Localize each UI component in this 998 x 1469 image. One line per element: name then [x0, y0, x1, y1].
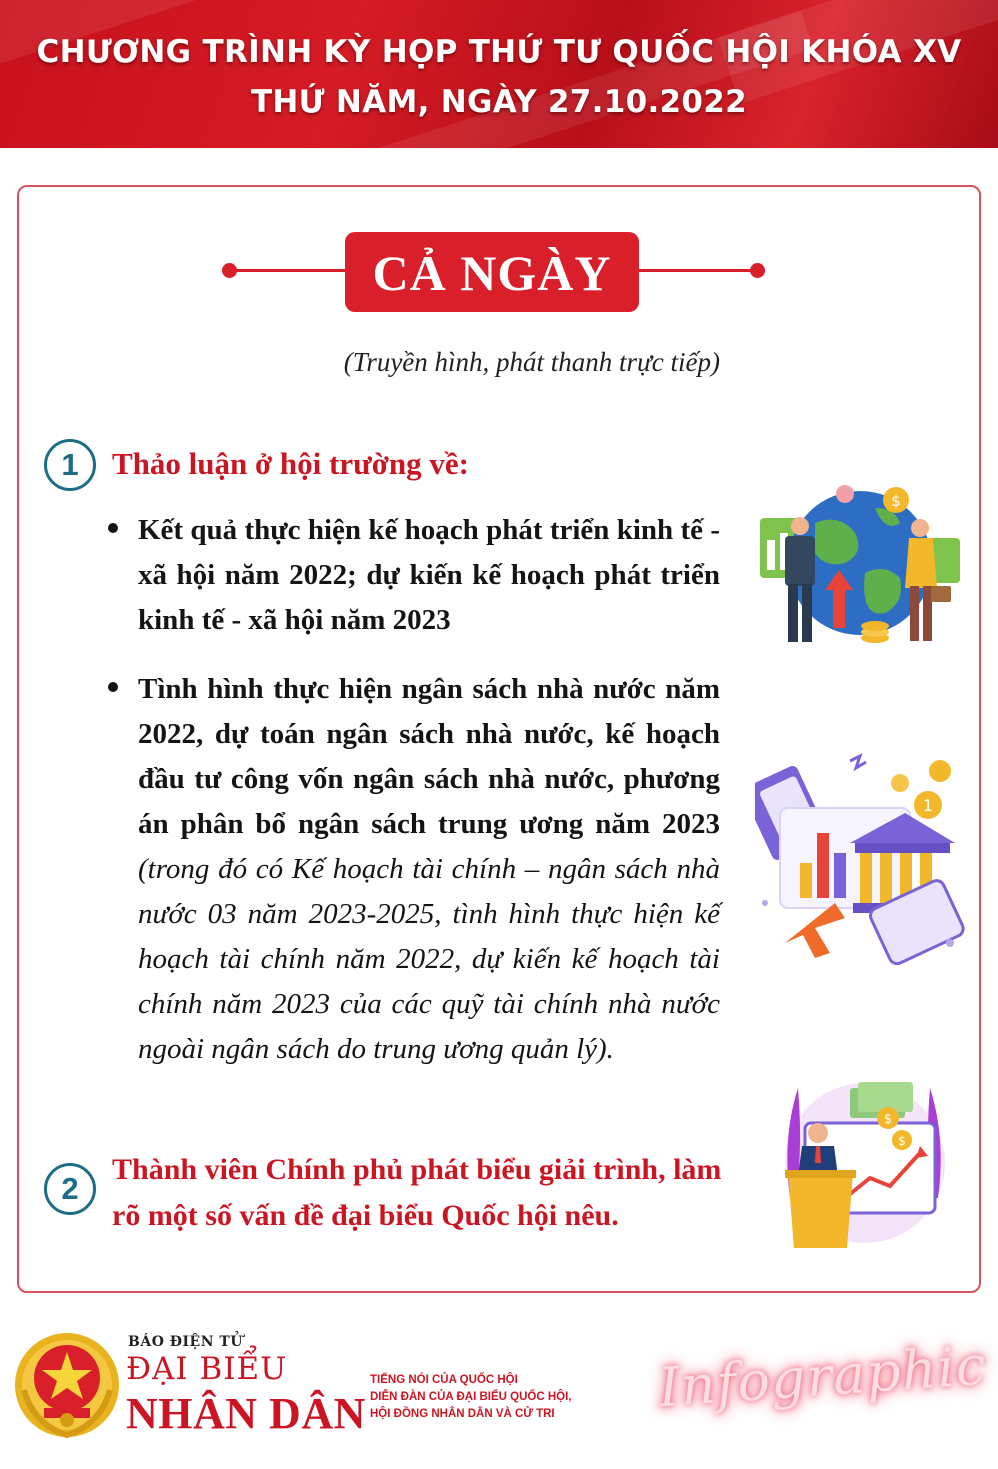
- session-label: CẢ NGÀY: [345, 232, 639, 312]
- item-number-2: 2: [44, 1163, 96, 1215]
- tagline-line-2: DIỄN ĐÀN CỦA ĐẠI BIỂU QUỐC HỘI,: [370, 1391, 572, 1403]
- brand-mid: ĐẠI BIỂU: [126, 1351, 288, 1387]
- agenda-bullet-2: [138, 667, 720, 1072]
- item-number-1: 1: [44, 439, 96, 491]
- svg-text:$: $: [883, 1112, 893, 1127]
- broadcast-note: (Truyền hình, phát thanh trực tiếp): [343, 347, 720, 377]
- svg-text:$: $: [891, 492, 901, 510]
- brand-small: BÁO ĐIỆN TỬ: [128, 1334, 244, 1350]
- government-speaker-illustration: [780, 1078, 950, 1253]
- program-title: CHƯƠNG TRÌNH KỲ HỌP THỨ TƯ QUỐC HỘI KHÓA XV: [36, 34, 962, 70]
- svg-text:$: $: [898, 1134, 906, 1148]
- item-heading-2: Thành viên Chính phủ phát biểu giải trình, làm rõ một số vấn đề đại biểu Quốc hội nêu.: [112, 1153, 722, 1232]
- budget-bank-illustration: [755, 753, 965, 973]
- bullet-dot: [108, 682, 118, 692]
- bullet-text: Tình hình thực hiện ngân sách nhà nước năm 2022, dự toán ngân sách nhà nước, kế hoạch đầu tư công vốn ngân sách nhà nước, phương án phân bổ ngân sách trung ương năm 2023: [138, 673, 720, 840]
- rule-left: [232, 269, 345, 272]
- program-date: THỨ NĂM, NGÀY 27.10.2022: [250, 84, 748, 120]
- rule-dot-right: [750, 263, 765, 278]
- svg-text:1: 1: [922, 796, 934, 815]
- economy-globe-illustration: [755, 478, 965, 648]
- tagline-line-3: HỘI ĐỒNG NHÂN DÂN VÀ CỬ TRI: [370, 1408, 555, 1420]
- brand-big: NHÂN DÂN: [126, 1389, 366, 1438]
- tagline-line-1: TIẾNG NÓI CỦA QUỐC HỘI: [370, 1374, 518, 1386]
- bullet-text: Kết quả thực hiện kế hoạch phát triển kinh tế - xã hội năm 2022; dự kiến kế hoạch phát triển kinh tế - xã hội năm 2023: [138, 514, 720, 636]
- agenda-bullet-1: [138, 508, 720, 643]
- national-emblem-logo: [12, 1330, 122, 1440]
- header-banner: [0, 0, 998, 148]
- bullet-note: (trong đó có Kế hoạch tài chính – ngân sách nhà nước 03 năm 2023-2025, tình hình thực hiện kế hoạch tài chính năm 2022, dự kiến kế hoạch tài chính năm 2023 của các quỹ tài chính nhà nước ngoài ngân sách do trung ương quản lý).: [138, 853, 720, 1065]
- bullet-dot: [108, 523, 118, 533]
- infographic-badge: Infographic: [656, 1333, 989, 1420]
- rule-right: [639, 269, 756, 272]
- item-heading-1: Thảo luận ở hội trường về:: [112, 446, 469, 481]
